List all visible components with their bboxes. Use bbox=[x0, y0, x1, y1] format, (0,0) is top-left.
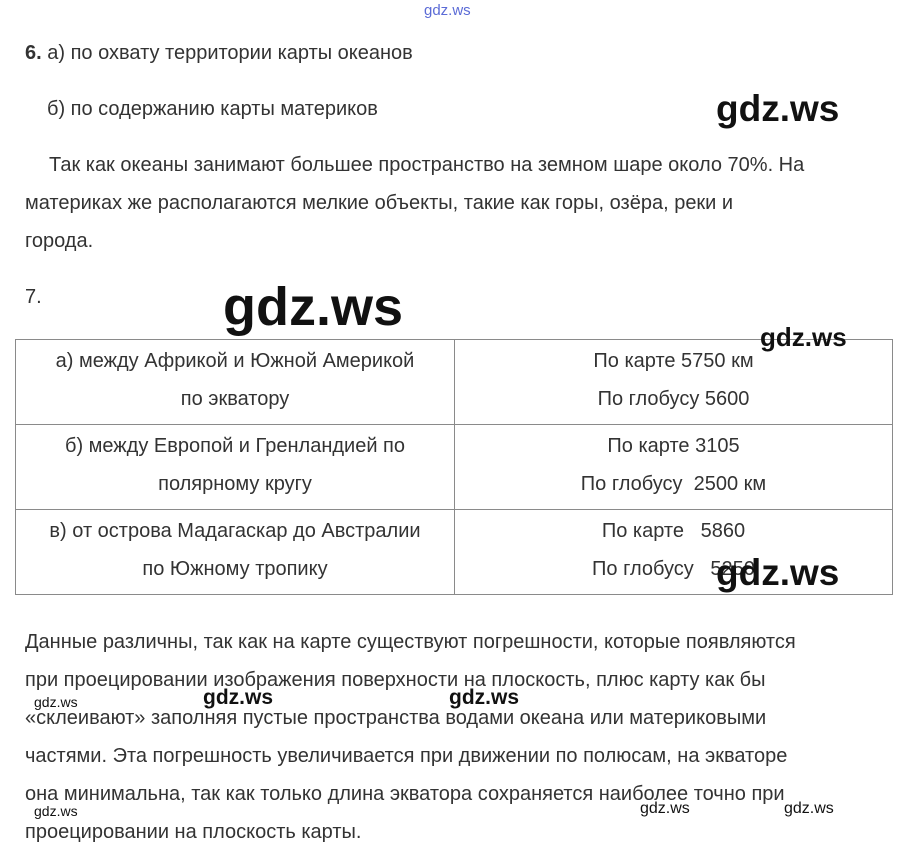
watermark-small: gdz.ws bbox=[203, 686, 274, 709]
q6-para-line-2: материках же располагаются мелкие объекты, такие как горы, озёра, реки и bbox=[25, 192, 734, 214]
q7-number: 7. bbox=[25, 286, 42, 308]
watermark-small: gdz.ws bbox=[34, 694, 78, 710]
q7-para-line-1: Данные различны, так как на карте существуют погрешности, которые появляются bbox=[25, 631, 796, 653]
route-line: полярному кругу bbox=[158, 473, 312, 495]
q6-number: 6. bbox=[25, 42, 42, 64]
watermark-top: gdz.ws bbox=[424, 2, 471, 19]
globe-value: По глобусу 2500 км bbox=[580, 473, 767, 495]
q6-answer-b: б) по содержанию карты материков bbox=[47, 98, 378, 120]
q6-para-line-3: города. bbox=[25, 230, 94, 252]
watermark-small: gdz.ws bbox=[34, 803, 78, 819]
route-line: а) между Африкой и Южной Америкой bbox=[55, 350, 415, 372]
q6-answer-a: а) по охвату территории карты океанов bbox=[41, 42, 413, 64]
map-value: По карте 5860 bbox=[601, 520, 746, 542]
route-line: по Южному тропику bbox=[142, 558, 328, 580]
globe-value: По глобусу 5250 bbox=[592, 558, 755, 580]
watermark-large: gdz.ws bbox=[716, 88, 840, 129]
route-cell bbox=[16, 425, 455, 510]
watermark-small: gdz.ws bbox=[640, 800, 690, 817]
watermark-large: gdz.ws bbox=[716, 552, 840, 593]
map-value: По карте 5750 км bbox=[593, 350, 754, 372]
route-line: в) от острова Мадагаскар до Австралии bbox=[49, 520, 421, 542]
route-cell bbox=[16, 340, 455, 425]
q7-para-line-6: проецировании на плоскость карты. bbox=[25, 821, 362, 843]
map-value: По карте 3105 bbox=[607, 435, 740, 457]
q7-para-line-3: «склеивают» заполняя пустые пространства водами океана или материковыми bbox=[25, 707, 767, 729]
q7-para-line-5: она минимальна, так как только длина экватора сохраняется наиболее точно при bbox=[25, 783, 785, 805]
route-cell bbox=[16, 510, 455, 595]
watermark-large: gdz.ws bbox=[760, 322, 847, 352]
values-cell bbox=[455, 425, 893, 510]
route-line: по экватору bbox=[180, 388, 290, 410]
q7-para-line-2: при проецировании изображения поверхности на плоскость, плюс карту как бы bbox=[25, 669, 766, 691]
table-row bbox=[16, 425, 893, 510]
watermark-small: gdz.ws bbox=[449, 686, 520, 709]
route-line: б) между Европой и Гренландией по bbox=[64, 435, 406, 457]
watermark-large: gdz.ws bbox=[223, 277, 404, 337]
watermark-small: gdz.ws bbox=[784, 800, 834, 817]
q6-para-line-1: Так как океаны занимают большее пространство на земном шаре около 70%. На bbox=[49, 154, 805, 176]
globe-value: По глобусу 5600 bbox=[597, 388, 750, 410]
q6-line-a bbox=[25, 41, 413, 65]
q7-para-line-4: частями. Эта погрешность увеличивается при движении по полюсам, на экваторе bbox=[25, 745, 788, 767]
